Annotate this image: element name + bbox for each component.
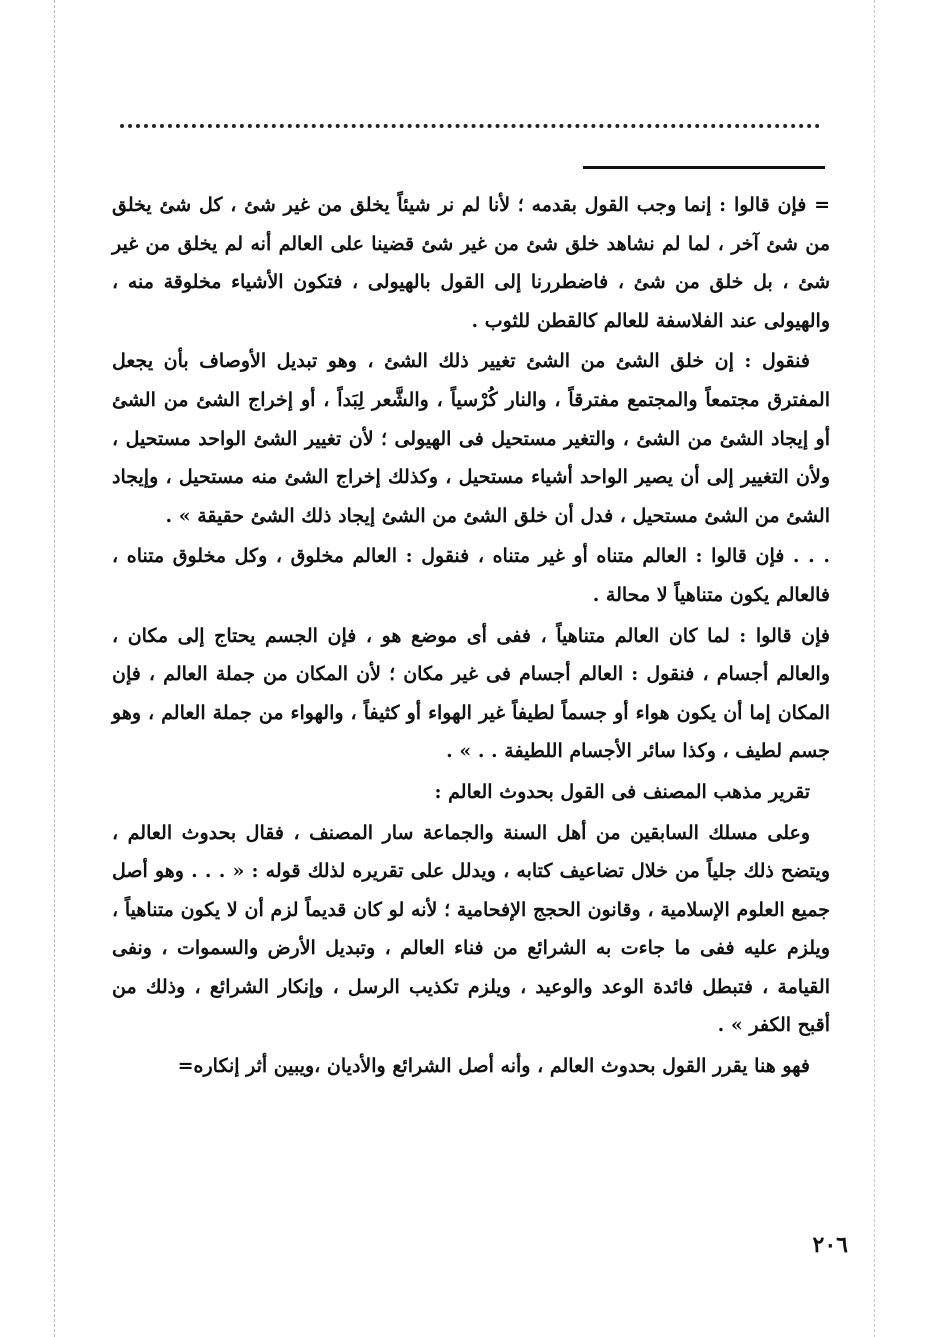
paragraph-5: وعلى مسلك السابقين من أهل السنة والجماعة سار المصنف ، فقال بحدوث العالم ، ويتضح ذلك جلياً من خلال تضاعيف كتابه ، ويدلل على تقريره لذلك قوله : « . . . وهو أصل جميع العلوم الإسلامية ، وقانون الحجج الإفحامية ؛ لأنه لو كان قديماً لزم أن لا يكون متناهياً ، ويلزم عليه ففى ما جاءت به الشرائع من فناء العالم ، وتبديل الأرض والسموات ، ونفى القيامة ، فتبطل فائدة الوعد والوعيد ، ويلزم تكذيب الرسل ، وإنكار الشرائع ، وذلك من أقبح الكفر » . bbox=[112, 821, 830, 1037]
paragraph-2: فنقول : إن خلق الشئ من الشئ تغيير ذلك الشئ ، وهو تبديل الأوصاف بأن يجعل المفترق مجتمعاً والمجتمع مفترقاً ، والنار كُرْسياً ، والشَّعر لِبَداً ، أو إخراج الشئ من الشئ أو إيجاد الشئ من الشئ ، والتغير مستحيل فى الهيولى ؛ لأن تغيير الشئ الواحد مستحيل ، ولأن التغيير إلى أن يصير الواحد أشياء مستحيل ، وكذلك إخراج الشئ منه مستحيل ، وإيجاد الشئ من الشئ مستحيل ، فدل أن خلق الشئ من الشئ إيجاد ذلك الشئ حقيقة » . bbox=[112, 350, 830, 527]
page-number: ٢٠٦ bbox=[812, 1232, 848, 1258]
paragraph-4: فإن قالوا : لما كان العالم متناهياً ، ففى أى موضع هو ، فإن الجسم يحتاج إلى مكان ، والعالم أجسام ، فنقول : العالم أجسام فى غير مكان ؛ لأن المكان من جملة العالم ، فإن المكان إما أن يكون هواء أو جسماً لطيفاً غير الهواء أو كثيفاً ، والهواء من جملة العالم ، وهو جسم لطيف ، وكذا سائر الأجسام اللطيفة . . » . bbox=[112, 624, 831, 763]
paragraph-3: . . . فإن قالوا : العالم متناه أو غير متناه ، فنقول : العالم مخلوق ، وكل مخلوق متناه ، فالعالم يكون متناهياً لا محالة . bbox=[112, 545, 831, 606]
page-body bbox=[112, 186, 830, 1088]
footnote-rule bbox=[583, 166, 825, 169]
paragraph-6: فهو هنا يقرر القول بحدوث العالم ، وأنه أصل الشرائع والأديان ،ويبين أثر إنكاره= bbox=[177, 1055, 810, 1078]
scan-edge-left bbox=[54, 0, 55, 1337]
dotted-separator bbox=[120, 124, 820, 128]
paragraph-1: = فإن قالوا : إنما وجب القول بقدمه ؛ لأنا لم نر شيئاً يخلق من غير شئ ، كل شئ يخلق من شئ آخر ، لما لم نشاهد خلق شئ من غير شئ قضينا على العالم أنه لم يخلق من غير شئ ، بل خلق من شئ ، فاضطررنا إلى القول بالهيولى ، فتكون الأشياء مخلوقة منه ، والهيولى عند الفلاسفة للعالم كالقطن للثوب . bbox=[112, 194, 830, 332]
scan-edge-right bbox=[874, 0, 875, 1337]
section-heading: تقرير مذهب المصنف فى القول بحدوث العالم : bbox=[434, 780, 810, 803]
